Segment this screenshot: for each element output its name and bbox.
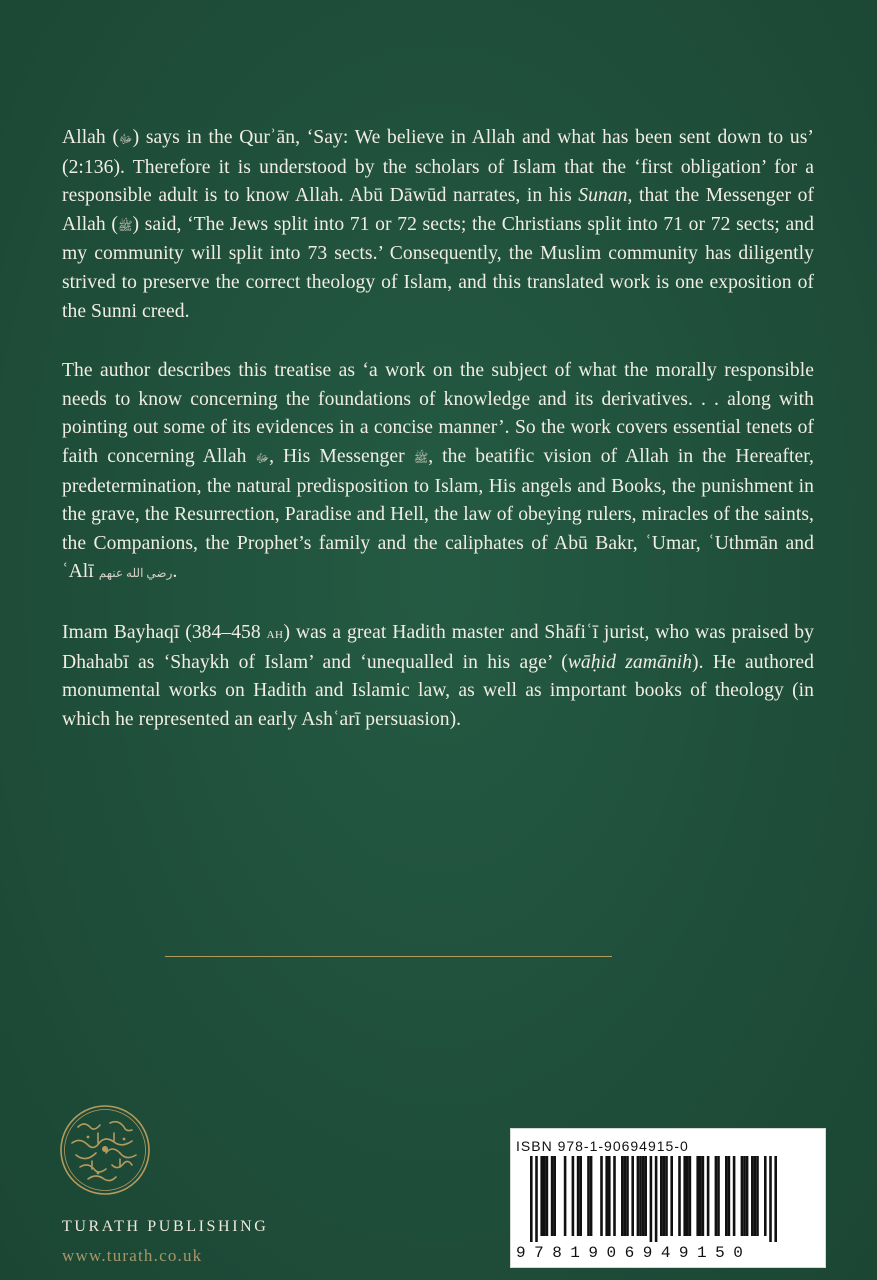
barcode-bar (613, 1156, 616, 1236)
barcode-bar (530, 1156, 533, 1242)
barcode-bar (572, 1156, 575, 1236)
barcode-bar (590, 1156, 593, 1236)
barcode-bar (733, 1156, 736, 1236)
barcode-bar (743, 1156, 746, 1236)
barcode-bar (707, 1156, 710, 1236)
barcode-bar (546, 1156, 549, 1236)
barcode-digits: 9781906949150 (516, 1244, 752, 1262)
honorific-glyph: رضي الله عنهم (98, 566, 173, 581)
paragraph-author-bio: Imam Bayhaqī (384–458 ah) was a great Hadith master and Shāfiʿī jurist, who was praised by Dhahabī as ‘Shaykh of Islam’ and ‘unequalled in his age’ (wāḥid zamānih). He authored monumental works on Hadith and Islamic law, as well as important books of theology (in which he represented an early Ashʿarī persuasion). (62, 621, 814, 730)
barcode-bar (655, 1156, 658, 1242)
blurb-text (62, 124, 814, 765)
wahid-zamanih-italic: wāḥid zamānih (567, 651, 693, 673)
barcode-bar (600, 1156, 603, 1236)
barcode-bar (678, 1156, 681, 1236)
barcode-bar (696, 1156, 699, 1236)
honorific-glyph: ﷻ (119, 132, 133, 146)
barcode-bar (621, 1156, 624, 1236)
isbn-number: ISBN 978-1-90694915-0 (516, 1138, 689, 1154)
barcode-bar (650, 1156, 653, 1242)
barcode-bar (665, 1156, 668, 1236)
barcode-bar (754, 1156, 757, 1236)
barcode-bar (717, 1156, 720, 1236)
barcode-bar (642, 1156, 645, 1236)
barcode-bar (579, 1156, 582, 1236)
barcode-bar (639, 1156, 642, 1236)
barcode-bar (774, 1156, 777, 1242)
barcode-bar (551, 1156, 554, 1236)
era-abbreviation: ah (266, 625, 284, 642)
barcode-bar (683, 1156, 686, 1236)
barcode-bar (725, 1156, 728, 1236)
barcode-bar (631, 1156, 634, 1236)
publisher-name: TURATH PUBLISHING (62, 1218, 269, 1235)
honorific-glyph: ﷺ (413, 450, 429, 465)
barcode-bar (728, 1156, 731, 1236)
barcode-bar (644, 1156, 647, 1236)
barcode-bar (605, 1156, 608, 1236)
barcode-bar (689, 1156, 692, 1236)
paragraph-first-obligation: Allah (ﷻ) says in the Qurʾān, ‘Say: We believe in Allah and what has been sent down to us’ (2:136). Therefore it is understood by the scholars of Islam that the ‘first obligation’ for a responsible adult is to know Allah. Abū Dāwūd narrates, in his Sunan, that the Messenger of Allah (ﷺ) said, ‘The Jews split into 71 or 72 sects; the Christians split into 71 or 72 sects; and my community will split into 73 sects.’ Consequently, the Muslim community has diligently strived to preserve the correct theology of Islam, and this translated work is one exposition of the Sunni creed. (62, 127, 814, 322)
barcode-bar (764, 1156, 767, 1236)
barcode-bar (564, 1156, 567, 1236)
publisher-website[interactable]: www.turath.co.uk (62, 1246, 203, 1265)
barcode-bar (543, 1156, 546, 1236)
barcode-bar (587, 1156, 590, 1236)
barcode-bar (608, 1156, 611, 1236)
sunan-italic: Sunan (578, 185, 628, 207)
barcode-bar (769, 1156, 772, 1242)
calligraphic-seal-icon (58, 1103, 152, 1197)
divider-line (165, 956, 612, 957)
barcode-bar (715, 1156, 718, 1236)
barcode-bar (663, 1156, 666, 1236)
honorific-glyph: ﷺ (118, 218, 133, 233)
barcode-bar (626, 1156, 629, 1236)
barcode-bar (702, 1156, 705, 1236)
paragraph-treatise-description: The author describes this treatise as ‘a work on the subject of what the morally responsible needs to know concerning the foundations of knowledge and its derivatives. . . along with pointing out some of its evidences in a concise manner’. So the work covers essential tenets of faith concerning Allah ﷻ, His Messenger ﷺ, the beatific vision of Allah in the Hereafter, predetermination, the natural predisposition to Islam, His angels and Books, the punishment in the grave, the Resurrection, Paradise and Hell, the law of obeying rulers, miracles of the saints, the Companions, the Prophet’s family and the caliphates of Abū Bakr, ʿUmar, ʿUthmān and ʿAlī رضي الله عنهم. (62, 360, 814, 583)
barcode-bar (577, 1156, 580, 1236)
barcode-bar (699, 1156, 702, 1236)
barcode-bar (751, 1156, 754, 1236)
barcode-bar (756, 1156, 759, 1236)
barcode-bar (746, 1156, 749, 1236)
barcode-bar (535, 1156, 538, 1242)
barcode-bar (540, 1156, 543, 1236)
barcode-bar (670, 1156, 673, 1236)
barcode-bar (686, 1156, 689, 1236)
barcode-bar (553, 1156, 556, 1236)
honorific-glyph: ﷻ (255, 450, 270, 465)
barcode-bar (741, 1156, 744, 1236)
barcode-bar (624, 1156, 627, 1236)
barcode-bars (516, 1156, 820, 1242)
barcode-bar (660, 1156, 663, 1236)
barcode-bar (637, 1156, 640, 1236)
